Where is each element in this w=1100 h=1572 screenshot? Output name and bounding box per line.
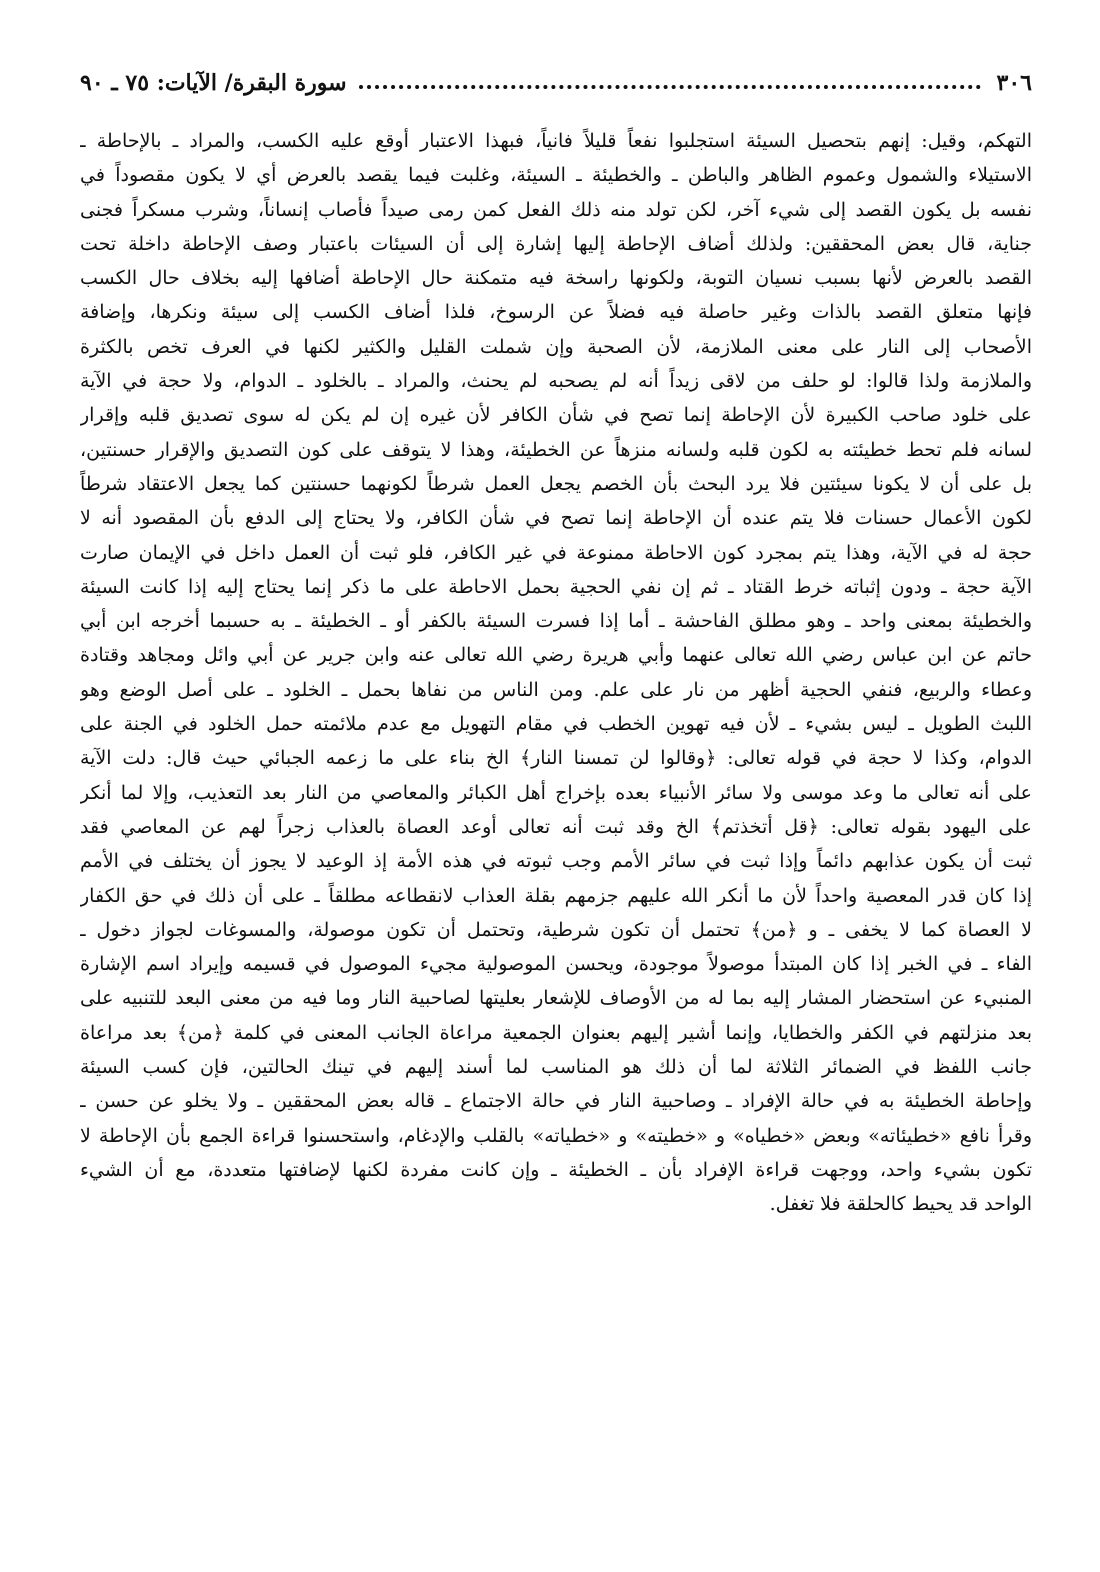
text-line: على أنه تعالى ما وعد موسى ولا سائر الأنبياء بعده بإخراج أهل الكبائر والمعاصي من النار بعد التعذيب، وإلا لما أنكر (80, 781, 1032, 804)
text-line: لا العصاة كما لا يخفى ـ و ﴿من﴾ تحتمل أن تكون شرطية، وتحتمل أن تكون موصولة، والمسوغات لجواز دخول ـ (80, 918, 1032, 941)
text-line: جانب اللفظ في الضمائر الثلاثة لما أن ذلك هو المناسب لما أسند إليهم في تينك الحالتين، فإن كسب السيئة (80, 1056, 1032, 1079)
text-line: القصد بالعرض لأنها بسبب نسيان التوبة، ولكونها راسخة فيه متمكنة حال الإحاطة أضافها إليه بخلاف حال الكسب (80, 267, 1032, 290)
text-line: وعطاء والربيع، فنفي الحجية أظهر من نار على علم. ومن الناس من نفاها بحمل ـ الخلود ـ على أصل الوضع وهو (80, 678, 1032, 701)
text-line: المنبيء عن استحضار المشار إليه بما له من الأوصاف للإشعار بعليتها لصاحبية النار وما فيه من معنى البعد للتنبيه على (80, 987, 1032, 1010)
text-line: على اليهود بقوله تعالى: ﴿قل أتخذتم﴾ الخ وقد ثبت أنه تعالى أوعد العصاة بالعذاب زجراً لهم عن المعاصي فقد (80, 815, 1032, 838)
text-line: لسانه فلم تحط خطيئته به لكون قلبه ولسانه منزهاً عن الخطيئة، وهذا لا يتوقف على كون التصديق والإقرار حسنتين، (80, 438, 1032, 461)
text-line: بل على أن لا يكونا سيئتين فلا يرد البحث بأن الخصم يجعل العمل شرطاً لكونهما حسنتين كما يجعل الاعتقاد شرطاً (80, 472, 1032, 495)
text-line: بعد منزلتهم في الكفر والخطايا، وإنما أشير إليهم بعنوان الجمعية مراعاة الجانب المعنى في كلمة ﴿من﴾ بعد مراعاة (80, 1021, 1032, 1044)
running-title: سورة البقرة/ الآيات: ٧٥ ـ ٩٠ (80, 70, 347, 96)
text-line: وقرأ نافع «خطيئاته» وبعض «خطياه» و «خطيته» و «خطياته» بالقلب والإدغام، واستحسنوا قراءة الجمع بأن الإحاطة لا (80, 1124, 1032, 1147)
text-line: الفاء ـ في الخبر إذا كان المبتدأ موصولاً موجودة، ويحسن الموصولية مجيء الموصول في قسيمه وإيراد اسم الإشارة (80, 953, 1032, 976)
text-line: حاتم عن ابن عباس رضي الله تعالى عنهما وأبي هريرة رضي الله تعالى عنه وابن جرير عن أبي وائل ومجاهد وقتادة (80, 644, 1032, 667)
text-line: والملازمة ولذا قالوا: لو حلف من لاقى زيداً أنه لم يصحبه لم يحنث، والمراد ـ بالخلود ـ الدوام، ولا حجة في الآية (80, 370, 1032, 393)
text-line: اللبث الطويل ـ ليس بشيء ـ لأن فيه تهوين الخطب في مقام التهويل مع عدم ملائمته حمل الخلود في الجنة على (80, 713, 1032, 736)
text-line: على خلود صاحب الكبيرة لأن الإحاطة إنما تصح في شأن الكافر لأن غيره إن لم يكن له سوى تصديق قلبه وإقرار (80, 404, 1032, 427)
text-line: الأصحاب إلى النار على معنى الملازمة، لأن الصحبة وإن شملت القليل والكثير لكنها في العرف تخص بالكثرة (80, 335, 1032, 358)
text-line: وإحاطة الخطيئة به في حالة الإفراد ـ وصاحبية النار في حالة الاجتماع ـ قاله بعض المحققين ـ ولا يخلو عن حسن ـ (80, 1090, 1032, 1113)
text-line: جناية، قال بعض المحققين: ولذلك أضاف الإحاطة إليها إشارة إلى أن السيئات باعتبار وصف الإحاطة داخلة تحت (80, 232, 1032, 255)
text-line: فإنها متعلق القصد بالذات وغير حاصلة فيه فضلاً عن الرسوخ، فلذا أضاف الكسب إلى سيئة ونكرها، وإضافة (80, 301, 1032, 324)
text-line: لكون الأعمال حسنات فلا يتم عنده أن الإحاطة إنما تصح في شأن الكافر، ولا يحتاج إلى الدفع بأن المقصود أنه لا (80, 507, 1032, 530)
text-line: تكون بشيء واحد، ووجهت قراءة الإفراد بأن ـ الخطيئة ـ وإن كانت مفردة لكنها لإضافتها متعددة، مع أن الشيء (80, 1158, 1032, 1181)
text-line: الآية حجة ـ ودون إثباته خرط القتاد ـ ثم إن نفي الحجية بحمل الاحاطة على ما ذكر إنما يحتاج إليه إذا كانت السيئة (80, 575, 1032, 598)
text-line: نفسه بل يكون القصد إلى شيء آخر، لكن تولد منه ذلك الفعل كمن رمى صيداً فأصاب إنساناً، وشرب مسكراً فجنى (80, 198, 1032, 221)
book-page (80, 70, 1032, 1222)
page-header (80, 70, 1032, 110)
body-text (80, 124, 1032, 1222)
page-number: ٣٠٦ (996, 70, 1032, 96)
text-line: حجة له في الآية، وهذا يتم بمجرد كون الاحاطة ممنوعة في غير الكافر، فلو ثبت أن العمل داخل في الإيمان صارت (80, 541, 1032, 564)
text-line: التهكم، وقيل: إنهم بتحصيل السيئة استجلبوا نفعاً قليلاً فانياً، فبهذا الاعتبار أوقع عليه الكسب، والمراد ـ بالإحاطة ـ (80, 130, 1032, 152)
text-line: إذا كان قدر المعصية واحداً لأن ما أنكر الله عليهم جزمهم بقلة العذاب لانقطاعه مطلقاً ـ على أن ذلك في حق الكفار (80, 884, 1032, 907)
text-line: ثبت أن يكون عذابهم دائماً وإذا ثبت في سائر الأمم وجب ثبوته في هذه الأمة إذ الوعيد لا يجوز أن يختلف في الأمم (80, 850, 1032, 873)
text-line: الدوام، وكذا لا حجة في قوله تعالى: ﴿وقالوا لن تمسنا النار﴾ الخ بناء على ما زعمه الجبائي حيث قال: دلت الآية (80, 747, 1032, 770)
text-line: والخطيئة بمعنى واحد ـ وهو مطلق الفاحشة ـ أما إذا فسرت السيئة بالكفر أو ـ الخطيئة ـ به حسبما أخرجه ابن أبي (80, 610, 1032, 633)
text-line: الواحد قد يحيط كالحلقة فلا تغفل. (769, 1193, 1032, 1216)
header-dotted-leader (359, 85, 981, 89)
text-line: الاستيلاء والشمول وعموم الظاهر والباطن ـ والخطيئة ـ السيئة، وغلبت فيما يقصد بالعرض أي لا يكون مقصوداً في (80, 164, 1032, 187)
